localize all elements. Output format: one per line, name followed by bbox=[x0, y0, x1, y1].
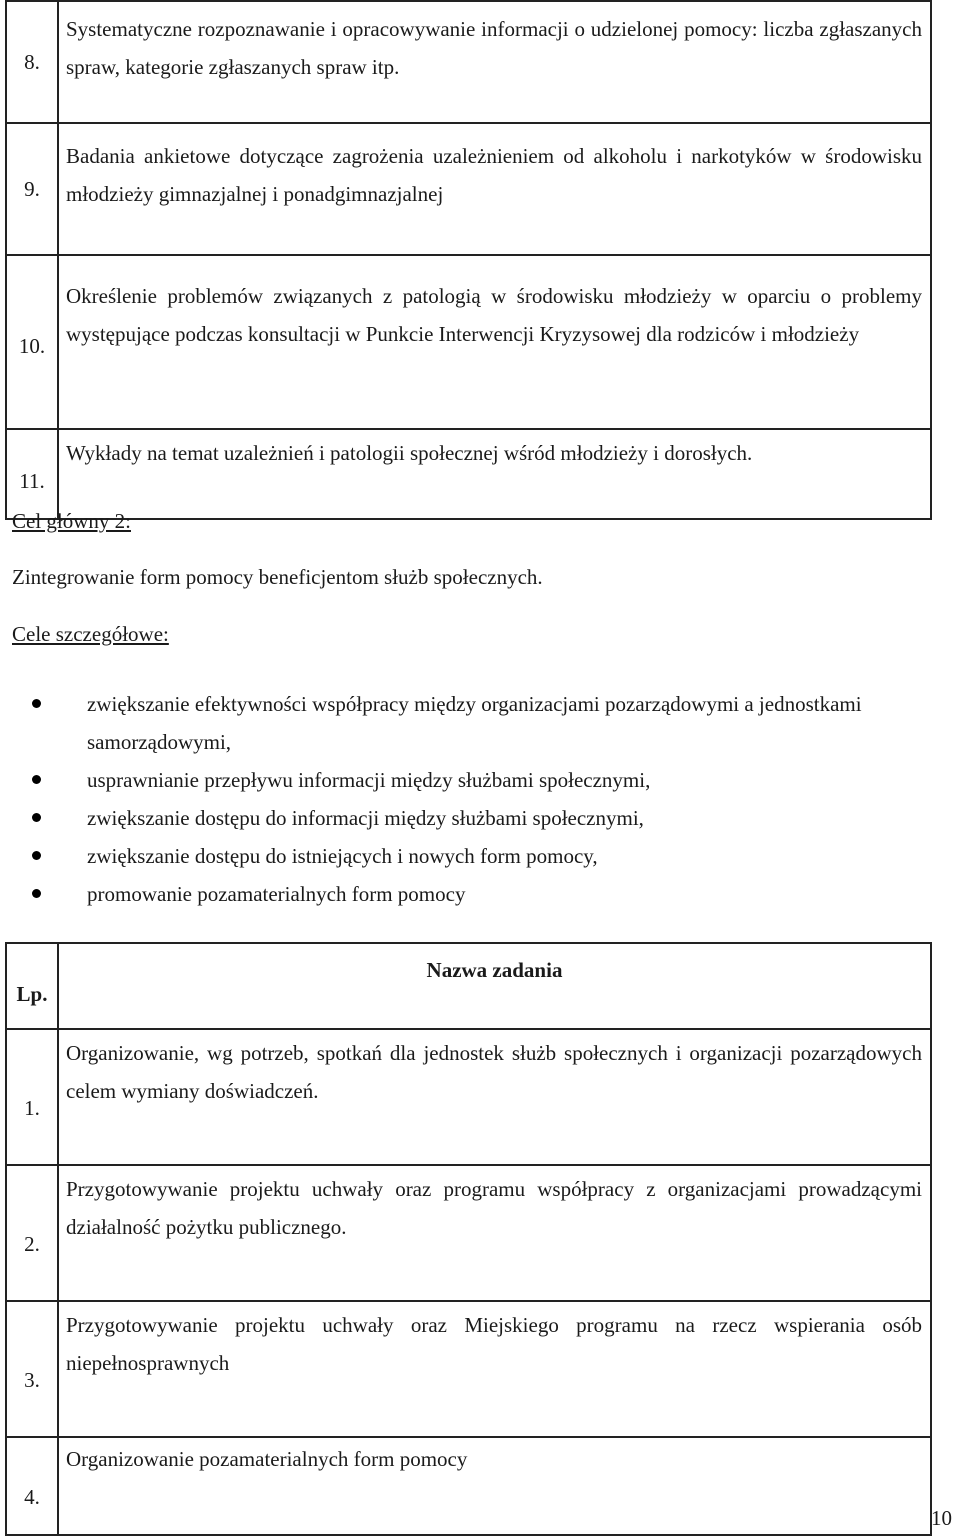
header-task-name: Nazwa zadania bbox=[58, 943, 931, 1029]
table-row bbox=[6, 123, 931, 255]
row-number: 1. bbox=[6, 1029, 58, 1165]
page-number: 10 bbox=[931, 1506, 952, 1530]
table-row bbox=[6, 1165, 931, 1301]
main-goal-heading: Cel główny 2: bbox=[12, 509, 131, 533]
table-row bbox=[6, 1, 931, 123]
bullet-icon bbox=[32, 775, 41, 784]
bullet-icon bbox=[32, 851, 41, 860]
table-row bbox=[6, 1301, 931, 1437]
header-lp: Lp. bbox=[6, 943, 58, 1029]
row-text: Określenie problemów związanych z patologią w środowisku młodzieży w oparciu o problemy występujące podczas konsultacji w Punkcie Interwencji Kryzysowej dla rodziców i młodzieży bbox=[58, 255, 931, 429]
row-number: 8. bbox=[6, 1, 58, 123]
row-number: 10. bbox=[6, 255, 58, 429]
list-item: zwiększanie efektywności współpracy między organizacjami pozarządowymi a jednostkami samorządowymi, bbox=[0, 685, 900, 761]
tasks-table-continued bbox=[5, 0, 932, 520]
list-item: zwiększanie dostępu do informacji między służbami społecznymi, bbox=[0, 799, 900, 837]
list-item: usprawnianie przepływu informacji między służbami społecznymi, bbox=[0, 761, 900, 799]
table-row bbox=[6, 255, 931, 429]
table-row bbox=[6, 1029, 931, 1165]
row-text: Organizowanie pozamaterialnych form pomocy bbox=[58, 1437, 931, 1535]
row-text: Badania ankietowe dotyczące zagrożenia uzależnieniem od alkoholu i narkotyków w środowisku młodzieży gimnazjalnej i ponadgimnazjalnej bbox=[58, 123, 931, 255]
row-number: 11. bbox=[6, 429, 58, 519]
row-text: Przygotowywanie projektu uchwały oraz programu współpracy z organizacjami prowadzącymi działalność pożytku publicznego. bbox=[58, 1165, 931, 1301]
main-goal-text: Zintegrowanie form pomocy beneficjentom służb społecznych. bbox=[12, 565, 543, 589]
row-text: Organizowanie, wg potrzeb, spotkań dla jednostek służb społecznych i organizacji pozarządowych celem wymiany doświadczeń. bbox=[58, 1029, 931, 1165]
row-text: Przygotowywanie projektu uchwały oraz Miejskiego programu na rzecz wspierania osób niepełnosprawnych bbox=[58, 1301, 931, 1437]
row-text: Systematyczne rozpoznawanie i opracowywanie informacji o udzielonej pomocy: liczba zgłaszanych spraw, kategorie zgłaszanych spraw itp. bbox=[58, 1, 931, 123]
bullet-icon bbox=[32, 889, 41, 898]
row-number: 3. bbox=[6, 1301, 58, 1437]
row-number: 2. bbox=[6, 1165, 58, 1301]
list-item: promowanie pozamaterialnych form pomocy bbox=[0, 875, 900, 913]
row-number: 4. bbox=[6, 1437, 58, 1535]
table-header-row bbox=[6, 943, 931, 1029]
table-row bbox=[6, 1437, 931, 1535]
list-item: zwiększanie dostępu do istniejących i nowych form pomocy, bbox=[0, 837, 900, 875]
table-row bbox=[6, 429, 931, 519]
objectives-list bbox=[0, 685, 900, 913]
tasks-table bbox=[5, 942, 932, 1536]
bullet-icon bbox=[32, 699, 41, 708]
row-text: Wykłady na temat uzależnień i patologii społecznej wśród młodzieży i dorosłych. bbox=[58, 429, 931, 519]
bullet-icon bbox=[32, 813, 41, 822]
row-number: 9. bbox=[6, 123, 58, 255]
objectives-heading: Cele szczegółowe: bbox=[12, 622, 169, 646]
